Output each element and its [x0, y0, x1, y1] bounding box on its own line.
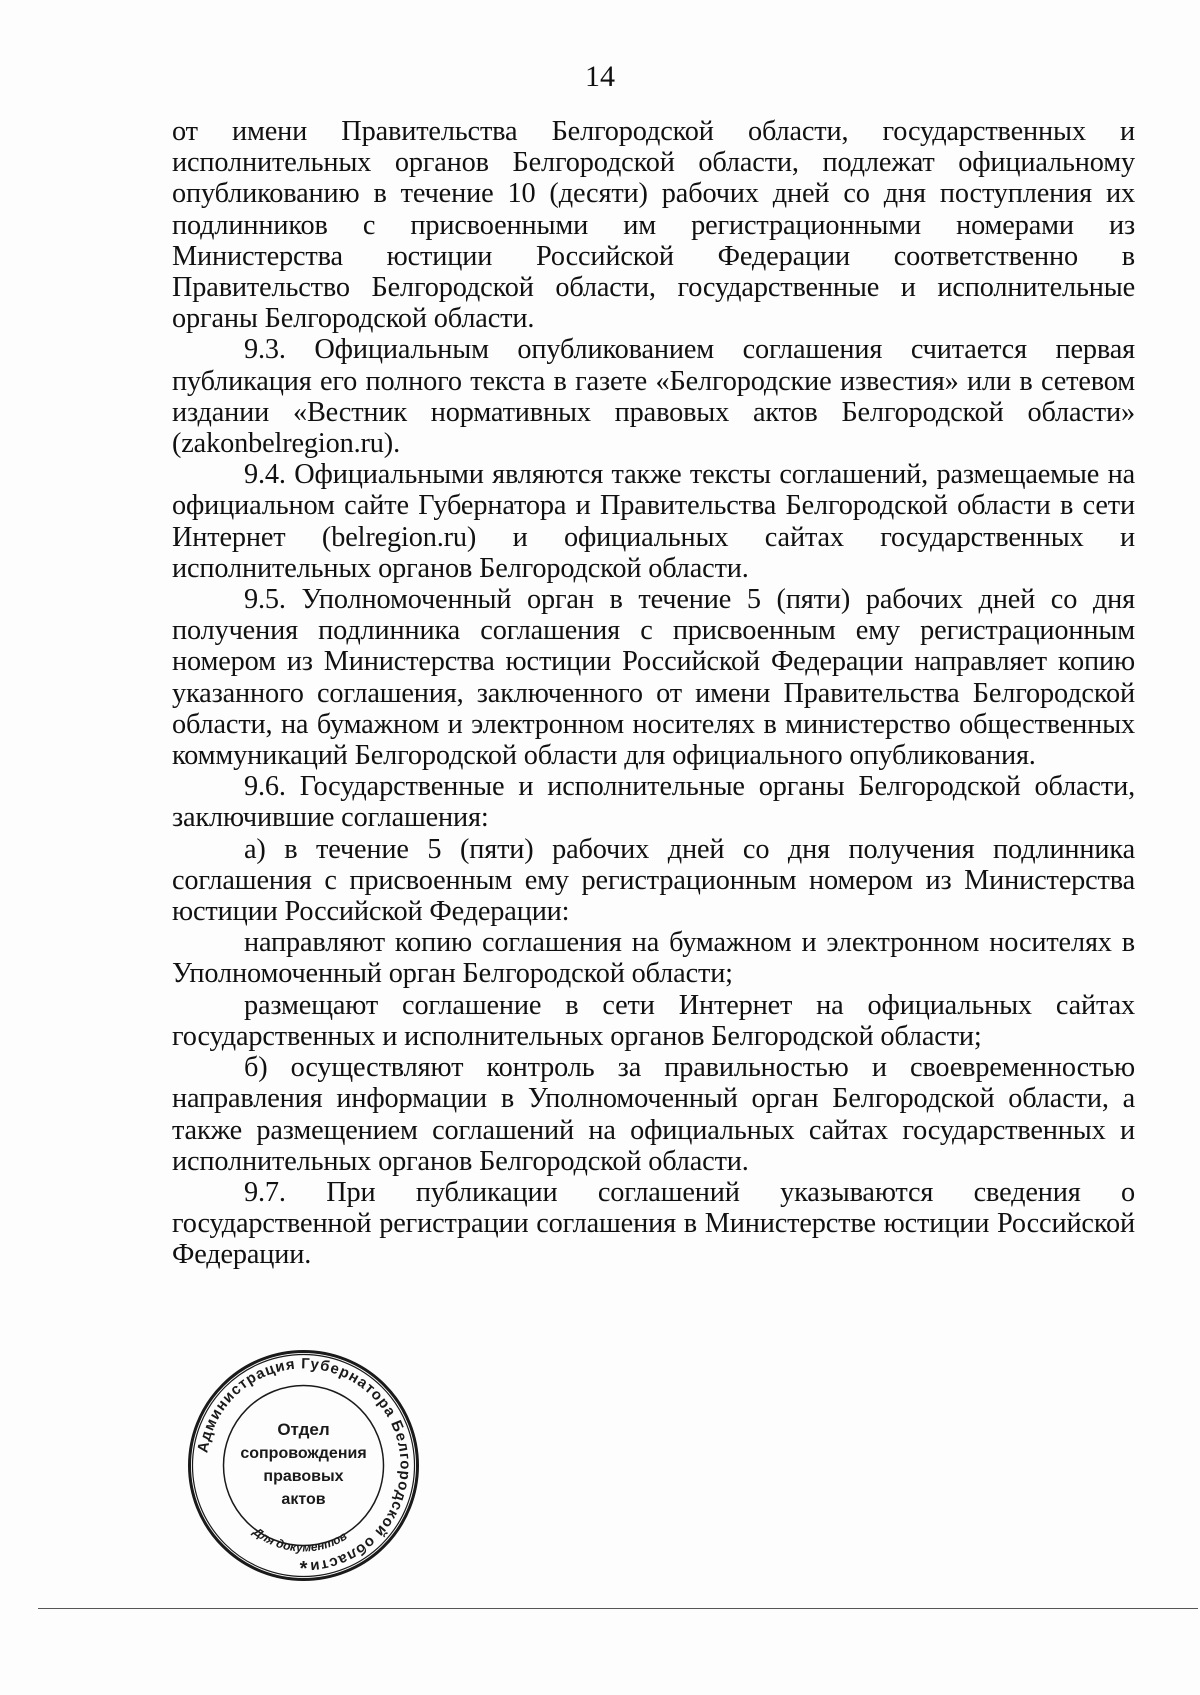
paragraph-9-5: 9.5. Уполномоченный орган в течение 5 (пяти) рабочих дней со дня получения подлинника соглашения с присвоенным ему регистрационным номером из Министерства юстиции Российской Федерации направляет копию указанного соглашения, заключенного от имени Правительства Белгородской области, на бумажном и электронном носителях в министерство общественных коммуникаций Белгородской области для официального опубликования.	[172, 584, 1135, 772]
stamp-line-3: правовых	[263, 1468, 344, 1485]
paragraph-continuation: от имени Правительства Белгородской области, государственных и исполнительных органов Белгородской области, подлежат официальному опубликованию в течение 10 (десяти) рабочих дней со дня поступления их подлинников с присвоенными им регистрационными номерами из Министерства юстиции Российской Федерации соответственно в Правительство Белгородской области, государственные и исполнительные органы Белгородской области.	[172, 116, 1135, 335]
stamp-outer-textpath: Администрация Губернатора Белгородской области	[194, 1355, 414, 1576]
paragraph-9-6-a-send: направляют копию соглашения на бумажном и электронном носителях в Уполномоченный орган Белгородской области;	[172, 927, 1135, 990]
paragraph-9-6: 9.6. Государственные и исполнительные органы Белгородской области, заключившие соглашения:	[172, 771, 1135, 834]
stamp-line-1: Отдел	[277, 1420, 330, 1439]
stamp-line-2: сопровождения	[240, 1445, 367, 1462]
stamp-star: *	[299, 1558, 308, 1580]
stamp-icon	[186, 1348, 421, 1583]
paragraph-9-7: 9.7. При публикации соглашений указываются сведения о государственной регистрации соглашения в Министерстве юстиции Российской Федерации.	[172, 1176, 1135, 1271]
paragraph-9-6-a-publish: размещают соглашение в сети Интернет на официальных сайтах государственных и исполнительных органов Белгородской области;	[172, 989, 1135, 1052]
paragraph-9-6-b: б) осуществляют контроль за правильностью и своевременностью направления информации в Уполномоченный орган Белгородской области, а также размещением соглашений на официальных сайтах государственных и исполнительных органов Белгородской области.	[172, 1052, 1135, 1177]
paragraph-9-6-a: а) в течение 5 (пяти) рабочих дней со дня получения подлинника соглашения с присвоенным ему регистрационным номером из Министерства юстиции Российской Федерации:	[172, 833, 1135, 928]
stamp-inner-arc-text	[250, 1524, 350, 1555]
stamp-inner-textpath: Для документов	[250, 1524, 350, 1555]
stamp-line-4: актов	[281, 1491, 326, 1508]
official-stamp	[186, 1348, 421, 1583]
page-number: 14	[585, 60, 615, 93]
paragraph-9-3: 9.3. Официальным опубликованием соглашения считается первая публикация его полного текста в газете «Белгородские известия» или в сетевом издании «Вестник нормативных правовых актов Белгородской области» (zakonbelregion.ru).	[172, 334, 1135, 460]
bottom-rule	[38, 1608, 1198, 1609]
document-body	[172, 116, 1135, 1271]
paragraph-9-4: 9.4. Официальными являются также тексты соглашений, размещаемые на официальном сайте Губернатора и Правительства Белгородской области в сети Интернет (belregion.ru) и официальных сайтах государственных и исполнительных органов Белгородской области.	[172, 459, 1135, 584]
